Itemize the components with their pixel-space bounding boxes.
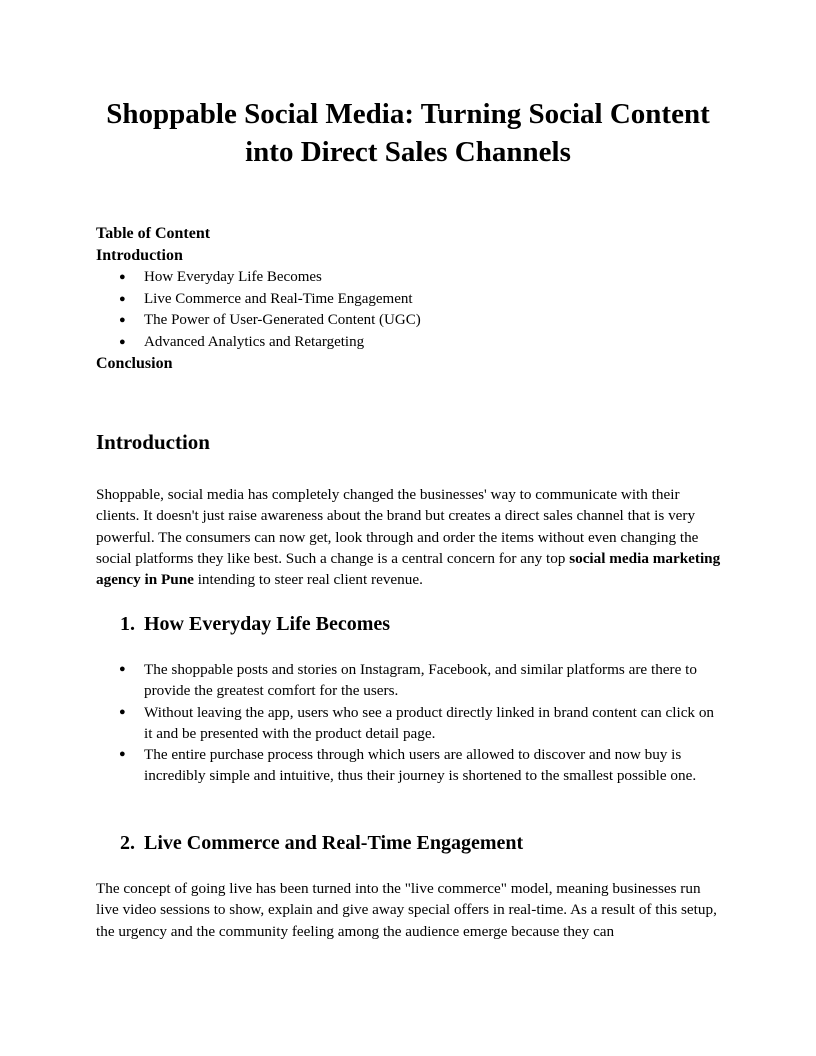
introduction-paragraph: Shoppable, social media has completely changed the businesses' way to communicate with their clients. It doesn't just raise awareness about the brand but creates a direct sales channel that is very powerful. The consumers can now get, look through and order the items without even changing the social platforms they like best. Such a change is a central concern for any top social media marketing agency in Pune intending to steer real client revenue. <box>96 486 721 589</box>
list-item: ● The shoppable posts and stories on Instagram, Facebook, and similar platforms are there to provide the greatest comfort for the users. <box>119 661 697 700</box>
bullet-icon: ● <box>119 705 126 718</box>
bullet-icon: ● <box>119 271 126 283</box>
section-2-paragraph: The concept of going live has been turned into the "live commerce" model, meaning businesses run live video sessions to show, explain and give away special offers in real-time. As a result of this setup, the urgency and the community feeling among the audience emerge because they can <box>96 880 717 940</box>
toc-item: ● How Everyday Life Becomes <box>96 267 720 289</box>
list-item: ● Without leaving the app, users who see a product directly linked in brand content can click on it and be presented with the product detail page. <box>119 703 715 742</box>
introduction-heading: Introduction <box>96 430 210 454</box>
toc-conclusion: Conclusion <box>96 355 173 372</box>
table-of-contents <box>96 223 720 375</box>
title-line-1: Shoppable Social Media: Turning Social Content <box>106 98 710 130</box>
toc-item: ● Live Commerce and Real-Time Engagement <box>96 289 720 311</box>
toc-introduction: Introduction <box>96 247 183 264</box>
toc-list <box>96 267 720 353</box>
list-item: ● The entire purchase process through which users are allowed to discover and now buy is incredibly simple and intuitive, thus their journey is shortened to the smallest possible one. <box>119 746 697 785</box>
section-2-heading: 2. Live Commerce and Real-Time Engagement <box>120 832 524 854</box>
bullet-icon: ● <box>119 335 126 348</box>
document-title <box>96 95 720 171</box>
bullet-icon: ● <box>119 314 126 326</box>
bullet-icon: ● <box>119 748 126 761</box>
section-1-heading: 1. How Everyday Life Becomes <box>120 613 391 635</box>
toc-item: ● The Power of User-Generated Content (UGC) <box>96 310 720 332</box>
title-line-2: into Direct Sales Channels <box>245 136 571 168</box>
toc-item: ● Advanced Analytics and Retargeting <box>96 332 720 354</box>
bullet-icon: ● <box>119 292 126 305</box>
section-1-bullet-list <box>96 659 720 787</box>
toc-heading: Table of Content <box>96 225 211 242</box>
bullet-icon: ● <box>119 663 126 675</box>
bold-keyword: social media marketing agency in Pune <box>96 549 721 589</box>
